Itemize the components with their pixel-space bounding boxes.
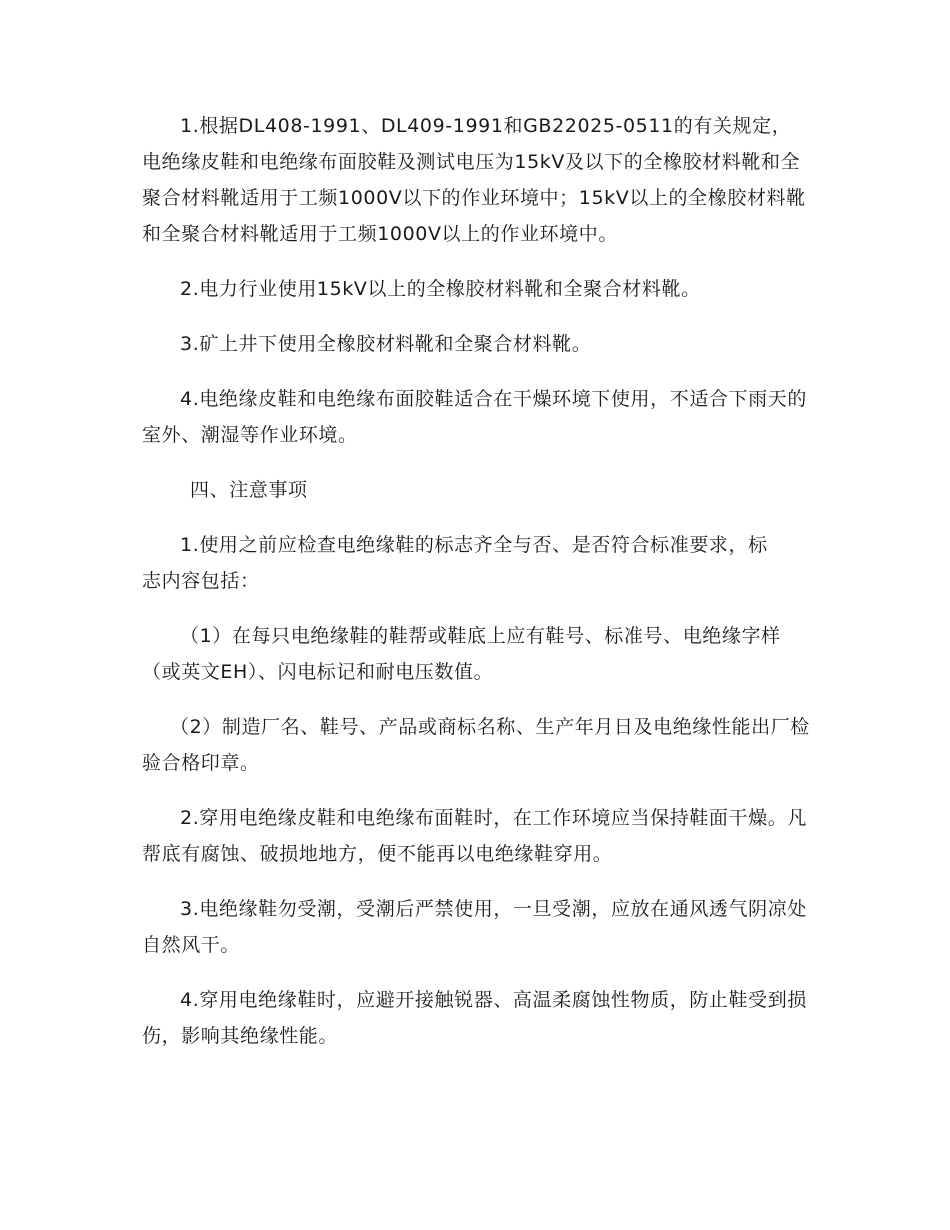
paragraph-precaution-2: 2.穿用电绝缘皮鞋和电绝缘布面鞋时，在工作环境应当保持鞋面干燥。凡帮底有腐蚀、破损地地方，便不能再以电绝缘鞋穿用。 [142,807,807,865]
paragraph-scope-4: 4.电绝缘皮鞋和电绝缘布面胶鞋适合在干燥环境下使用，不适合下雨天的室外、潮湿等作业环境。 [142,388,807,446]
paragraph-precaution-4: 4.穿用电绝缘鞋时，应避开接触锐器、高温柔腐蚀性物质，防止鞋受到损伤，影响其绝缘性能。 [142,989,807,1047]
paragraph-precaution-1-sub-2: （2）制造厂名、鞋号、产品或商标名称、生产年月日及电绝缘性能出厂检验合格印章。 [142,716,810,774]
section-heading-precautions: 四、注意事项 [190,479,308,501]
paragraph-scope-1: 1.根据DL408-1991、DL409-1991和GB22025-0511的有关规定，电绝缘皮鞋和电绝缘布面胶鞋及测试电压为15kV及以下的全橡胶材料靴和全聚合材料靴适用于工频1000V以下的作业环境中；15kV以上的全橡胶材料靴和全聚合材料靴适用于工频1000V以上的作业环境中。 [142,115,806,245]
paragraph-precaution-3: 3.电绝缘鞋勿受潮，受潮后严禁使用，一旦受潮，应放在通风透气阴凉处自然风干。 [142,898,807,956]
paragraph-precaution-1-sub-1: （1）在每只电绝缘鞋的鞋帮或鞋底上应有鞋号、标准号、电绝缘字样（或英文EH）、闪电标记和耐电压数值。 [142,625,781,683]
paragraph-scope-2: 2.电力行业使用15kV以上的全橡胶材料靴和全聚合材料靴。 [180,278,701,300]
paragraph-scope-3: 3.矿上井下使用全橡胶材料靴和全聚合材料靴。 [180,333,592,355]
document-page [142,108,810,1073]
paragraph-precaution-1: 1.使用之前应检查电绝缘鞋的标志齐全与否、是否符合标准要求，标志内容包括： [142,534,768,592]
